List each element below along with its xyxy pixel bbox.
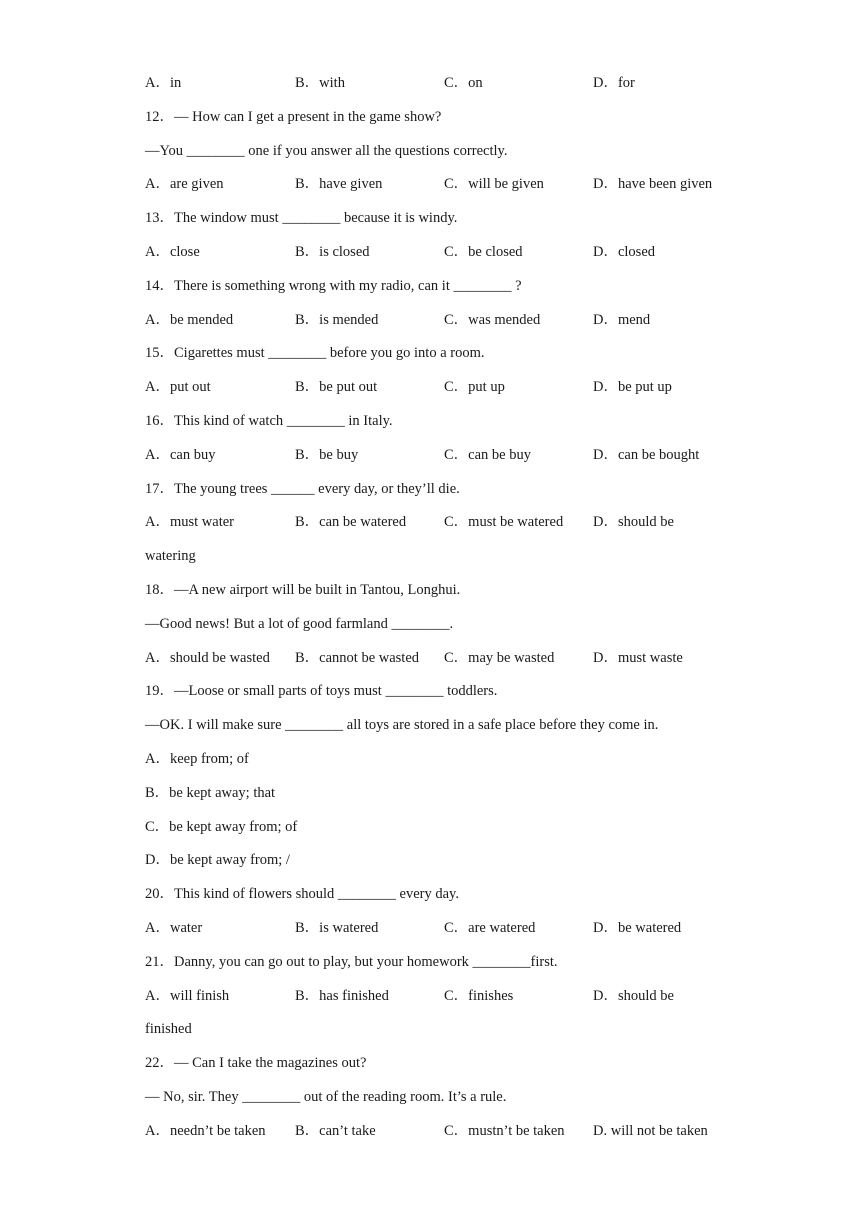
option-d: D．should be — [593, 514, 674, 530]
option-c: C．was mended — [444, 312, 541, 328]
option-b: B．can’t take — [295, 1123, 376, 1139]
option-d: D．closed — [593, 244, 656, 260]
options-row — [145, 311, 745, 329]
option-d: D．must waste — [593, 650, 683, 666]
option-c: C．finishes — [444, 988, 514, 1004]
option-d: D．be watered — [593, 920, 682, 936]
option-d: D．should be — [593, 988, 674, 1004]
option-b: B．with — [295, 75, 345, 91]
options-row — [145, 987, 745, 1005]
options-row — [145, 446, 745, 464]
option-d: D．mend — [593, 312, 651, 328]
option-a: A．water — [145, 920, 203, 936]
option-b: B．is mended — [295, 312, 379, 328]
option-c: C．can be buy — [444, 447, 531, 463]
options-row — [145, 243, 745, 261]
option-b: B．is closed — [295, 244, 370, 260]
text-line: —OK. I will make sure ________ all toys are stored in a safe place before they come in. — [145, 717, 659, 733]
options-row — [145, 649, 745, 667]
option-d: D．have been given — [593, 176, 713, 192]
option-c: C．mustn’t be taken — [444, 1123, 565, 1139]
option-a: A．can buy — [145, 447, 216, 463]
text-line: 15．Cigarettes must ________ before you go into a room. — [145, 345, 485, 361]
options-row — [145, 1122, 745, 1140]
text-line: C．be kept away from; of — [145, 819, 298, 835]
text-line: —You ________ one if you answer all the questions correctly. — [145, 143, 508, 159]
option-b: B．be put out — [295, 379, 378, 395]
option-c: C．are watered — [444, 920, 536, 936]
option-a: A．needn’t be taken — [145, 1123, 266, 1139]
option-b: B．can be watered — [295, 514, 407, 530]
option-a: A．in — [145, 75, 182, 91]
option-a: A．close — [145, 244, 200, 260]
option-c: C．will be given — [444, 176, 544, 192]
options-row — [145, 919, 745, 937]
option-d: D. will not be taken — [593, 1123, 708, 1139]
option-d: D．can be bought — [593, 447, 700, 463]
option-a: A．must water — [145, 514, 234, 530]
option-b: B．has finished — [295, 988, 389, 1004]
text-line: watering — [145, 548, 196, 564]
text-line: 19．—Loose or small parts of toys must ________ toddlers. — [145, 683, 498, 699]
option-a: A．be mended — [145, 312, 234, 328]
text-line: 12．— How can I get a present in the game show? — [145, 109, 442, 125]
text-line: 20．This kind of flowers should ________ every day. — [145, 886, 459, 902]
option-b: B．is watered — [295, 920, 379, 936]
options-row — [145, 175, 745, 193]
option-d: D．be put up — [593, 379, 672, 395]
option-b: B．cannot be wasted — [295, 650, 420, 666]
option-c: C．put up — [444, 379, 505, 395]
option-b: B．have given — [295, 176, 383, 192]
option-a: A．should be wasted — [145, 650, 270, 666]
text-line: 14．There is something wrong with my radio, can it ________ ? — [145, 278, 522, 294]
text-line: — No, sir. They ________ out of the reading room. It’s a rule. — [145, 1089, 507, 1105]
text-line: —Good news! But a lot of good farmland ________. — [145, 616, 454, 632]
text-line: D．be kept away from; / — [145, 852, 290, 868]
option-a: A．put out — [145, 379, 211, 395]
text-line: 13．The window must ________ because it is windy. — [145, 210, 458, 226]
text-line: B．be kept away; that — [145, 785, 276, 801]
option-c: C．may be wasted — [444, 650, 555, 666]
option-a: A．are given — [145, 176, 224, 192]
option-c: C．on — [444, 75, 483, 91]
text-line: 17．The young trees ______ every day, or they’ll die. — [145, 481, 460, 497]
text-line: 22．— Can I take the magazines out? — [145, 1055, 367, 1071]
text-line: 21．Danny, you can go out to play, but your homework ________first. — [145, 954, 558, 970]
text-line: A．keep from; of — [145, 751, 249, 767]
option-d: D．for — [593, 75, 635, 91]
text-line: finished — [145, 1021, 192, 1037]
options-row — [145, 513, 745, 531]
option-b: B．be buy — [295, 447, 359, 463]
options-row — [145, 74, 745, 92]
option-c: C．be closed — [444, 244, 523, 260]
options-row — [145, 378, 745, 396]
option-c: C．must be watered — [444, 514, 564, 530]
option-a: A．will finish — [145, 988, 230, 1004]
text-line: 18．—A new airport will be built in Tantou, Longhui. — [145, 582, 461, 598]
text-line: 16．This kind of watch ________ in Italy. — [145, 413, 393, 429]
